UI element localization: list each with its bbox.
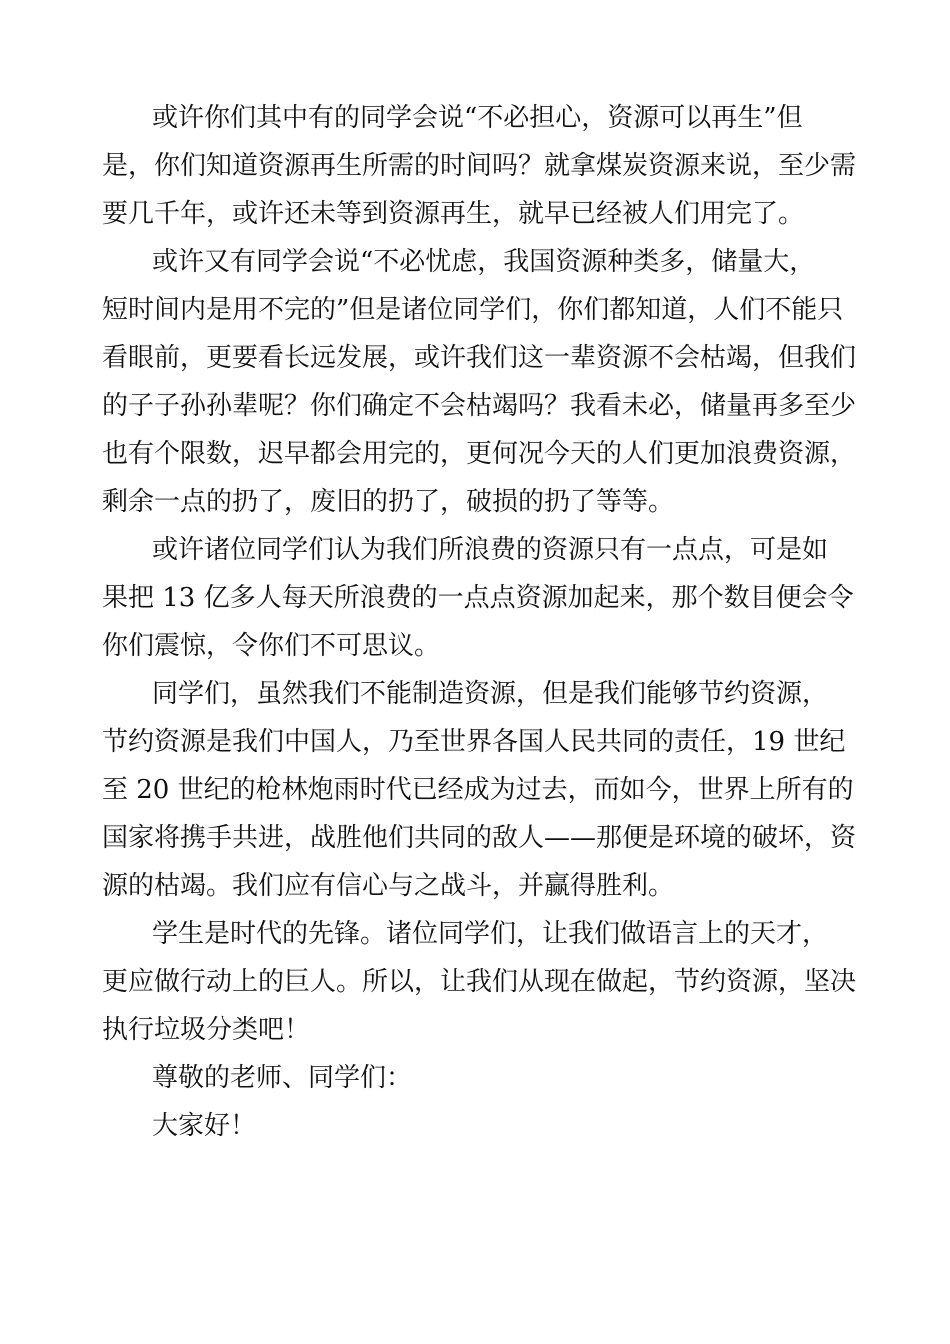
paragraph-2-line-6: 剩余一点的扔了，废旧的扔了，破损的扔了等等。 bbox=[102, 487, 675, 517]
salutation-line: 尊敬的老师、同学们： bbox=[152, 1063, 413, 1093]
paragraph-3-line-3: 你们震惊，令你们不可思议。 bbox=[102, 631, 441, 661]
paragraph-2-line-4: 的子子孙孙辈呢？你们确定不会枯竭吗？我看未必，储量再多至少 bbox=[102, 391, 857, 421]
paragraph-5-line-2: 更应做行动上的巨人。所以，让我们从现在做起，节约资源，坚决 bbox=[102, 967, 857, 997]
paragraph-1-line-3: 要几千年，或许还未等到资源再生，就早已经被人们用完了。 bbox=[102, 199, 805, 229]
paragraph-1-line-1: 或许你们其中有的同学会说“不必担心，资源可以再生”但 bbox=[152, 103, 803, 133]
paragraph-5-line-1: 学生是时代的先锋。诸位同学们，让我们做语言上的天才， bbox=[152, 919, 829, 949]
greeting-line: 大家好！ bbox=[152, 1111, 257, 1141]
paragraph-2-line-2: 短时间内是用不完的”但是诸位同学们，你们都知道，人们不能只 bbox=[102, 295, 844, 325]
paragraph-4-line-2: 节约资源是我们中国人，乃至世界各国人民共同的责任，19 世纪 bbox=[102, 727, 846, 757]
paragraph-2-line-3: 看眼前，更要看长远发展，或许我们这一辈资源不会枯竭，但我们 bbox=[102, 343, 857, 373]
paragraph-4-line-4: 国家将携手共进，战胜他们共同的敌人——那便是环境的破坏，资 bbox=[102, 823, 857, 853]
paragraph-3-line-1: 或许诸位同学们认为我们所浪费的资源只有一点点，可是如 bbox=[152, 535, 829, 565]
paragraph-4-line-3: 至 20 世纪的枪林炮雨时代已经成为过去，而如今，世界上所有的 bbox=[102, 775, 854, 805]
paragraph-2-line-1: 或许又有同学会说“不必忧虑，我国资源种类多，储量大， bbox=[152, 247, 816, 277]
paragraph-5-line-3: 执行垃圾分类吧！ bbox=[102, 1015, 311, 1045]
paragraph-4-line-1: 同学们，虽然我们不能制造资源，但是我们能够节约资源， bbox=[152, 679, 829, 709]
paragraph-3-line-2: 果把 13 亿多人每天所浪费的一点点资源加起来，那个数目便会令 bbox=[102, 583, 854, 613]
paragraph-1-line-2: 是，你们知道资源再生所需的时间吗？就拿煤炭资源来说，至少需 bbox=[102, 151, 857, 181]
paragraph-2-line-5: 也有个限数，迟早都会用完的，更何况今天的人们更加浪费资源， bbox=[102, 439, 857, 469]
paragraph-4-line-5: 源的枯竭。我们应有信心与之战斗，并赢得胜利。 bbox=[102, 871, 675, 901]
